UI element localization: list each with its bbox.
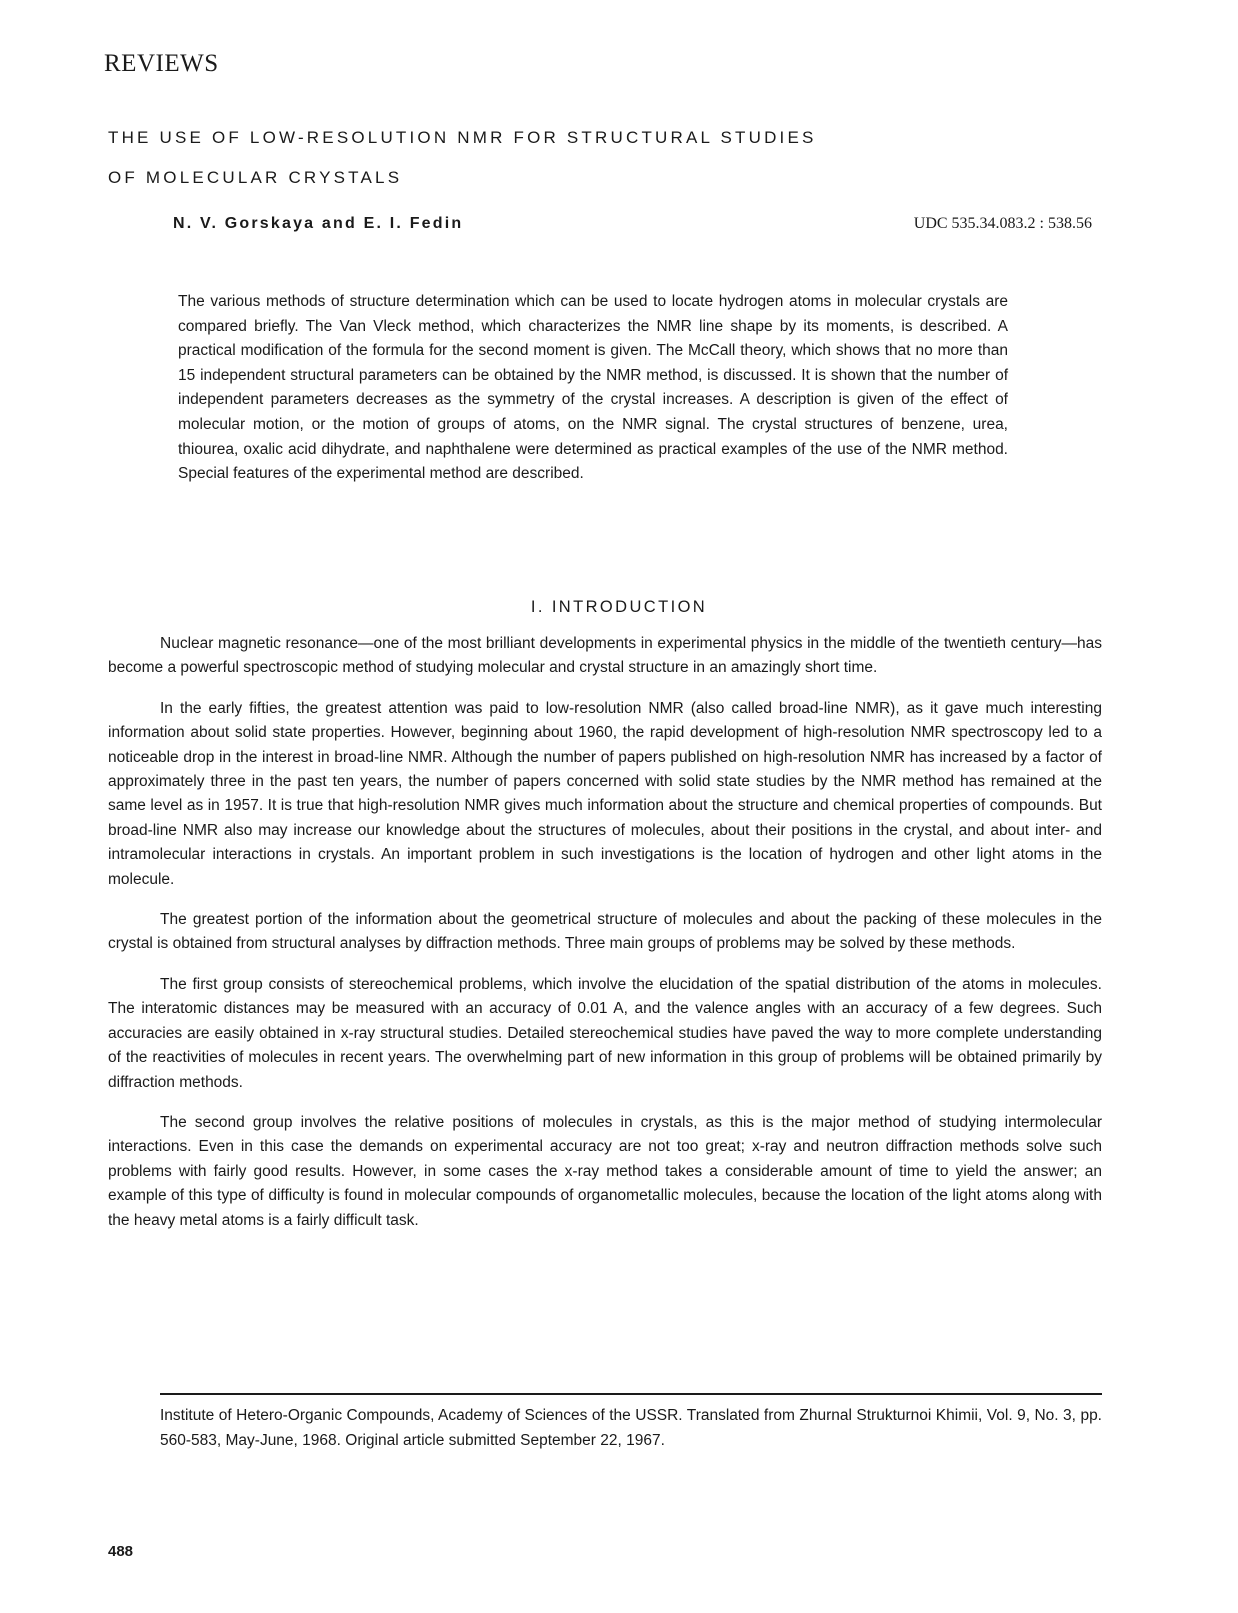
- paragraph: The second group involves the relative positions of molecules in crystals, as this is the major method of studying intermolecular interactions. Even in this case the demands on experimental accuracy are not too great; x-ray and neutron diffraction methods solve such problems with fairly good results. However, in some cases the x-ray method takes a considerable amount of time to yield the answer; an example of this type of difficulty is found in molecular compounds of organometallic molecules, because the location of the light atoms along with the heavy metal atoms is a fairly difficult task.: [108, 1113, 1102, 1229]
- page-number: 488: [108, 1543, 134, 1560]
- footnote: Institute of Hetero-Organic Compounds, Academy of Sciences of the USSR. Translated from Zhurnal Strukturnoi Khimii, Vol. 9, No. 3, pp. 560-583, May-June, 1968. Original article submitted September 22, 1967.: [160, 1407, 1102, 1449]
- paragraph: Nuclear magnetic resonance—one of the most brilliant developments in experimental physics in the middle of the twentieth century—has become a powerful spectroscopic method of studying molecular and crystal structure in an amazingly short time.: [108, 635, 1102, 677]
- section-header: REVIEWS: [104, 50, 219, 77]
- paragraph: The first group consists of stereochemical problems, which involve the elucidation of the spatial distribution of the atoms in molecules. The interatomic distances may be measured with an accuracy of 0.01 A, and the valence angles with an accuracy of a few degrees. Such accuracies are easily obtained in x-ray structural studies. Detailed stereochemical studies have paved the way to more complete understanding of the reactivities of molecules in recent years. The overwhelming part of new information in this group of problems will be obtained primarily by diffraction methods.: [108, 975, 1102, 1091]
- paragraph: In the early fifties, the greatest attention was paid to low-resolution NMR (also called broad-line NMR), as it gave much interesting information about solid state properties. However, beginning about 1960, the rapid development of high-resolution NMR spectroscopy led to a noticeable drop in the interest in broad-line NMR. Although the number of papers published on high-resolution NMR has increased by a factor of approximately three in the past ten years, the number of papers concerned with solid state studies by the NMR method has remained at the same level as in 1957. It is true that high-resolution NMR gives much information about the structure and chemical properties of compounds. But broad-line NMR also may increase our knowledge about the structures of molecules, about their positions in the crystal, and about inter- and intramolecular interactions in crystals. An important problem in such investigations is the location of hydrogen and other light atoms in the molecule.: [108, 699, 1102, 888]
- body-text: [108, 632, 1102, 1249]
- footnote-divider: [160, 1393, 1102, 1395]
- section-heading-introduction: I. INTRODUCTION: [530, 598, 708, 616]
- udc-classification: UDC 535.34.083.2 : 538.56: [913, 215, 1092, 232]
- abstract: The various methods of structure determination which can be used to locate hydrogen atoms in molecular crystals are compared briefly. The Van Vleck method, which characterizes the NMR line shape by its moments, is described. A practical modification of the formula for the second moment is given. The McCall theory, which shows that no more than 15 independent structural parameters can be obtained by the NMR method, is discussed. It is shown that the number of independent parameters decreases as the symmetry of the crystal increases. A description is given of the effect of molecular motion, or the motion of groups of atoms, on the NMR signal. The crystal structures of benzene, urea, thiourea, oxalic acid dihydrate, and naphthalene were determined as practical examples of the use of the NMR method. Special features of the experimental method are described.: [178, 293, 1008, 483]
- article-authors: N. V. Gorskaya and E. I. Fedin: [173, 215, 464, 232]
- article-title-line-2: OF MOLECULAR CRYSTALS: [108, 168, 403, 187]
- article-title-line-1: THE USE OF LOW-RESOLUTION NMR FOR STRUCTURAL STUDIES: [108, 128, 817, 147]
- paragraph: The greatest portion of the information about the geometrical structure of molecules and about the packing of these molecules in the crystal is obtained from structural analyses by diffraction methods. Three main groups of problems may be solved by these methods.: [108, 911, 1102, 953]
